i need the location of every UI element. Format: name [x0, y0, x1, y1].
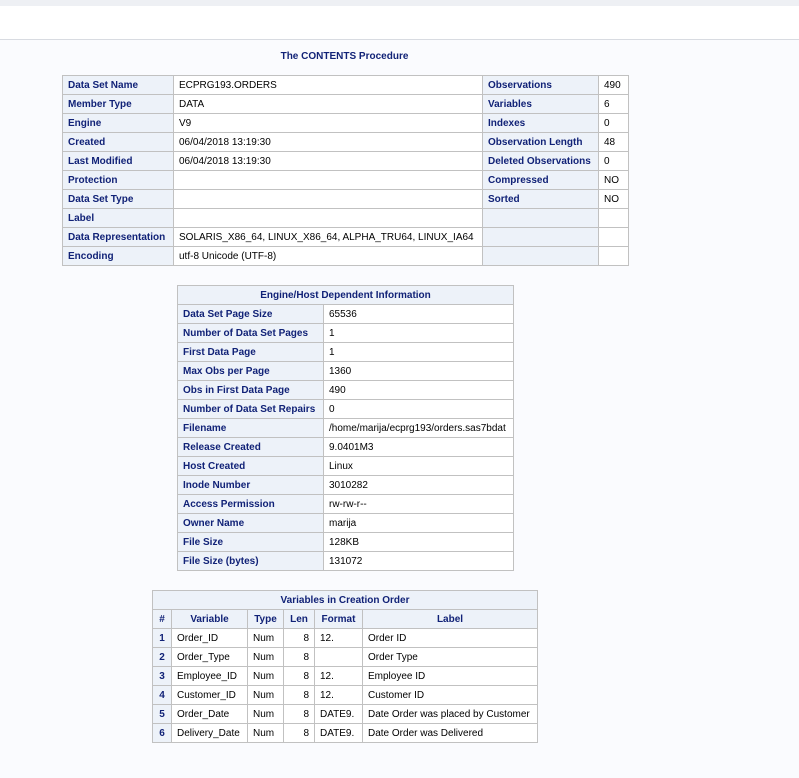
- engine-label: File Size (bytes): [178, 552, 324, 571]
- attribute-row: [63, 228, 629, 247]
- procedure-title: The CONTENTS Procedure: [280, 51, 409, 62]
- attribute-value: 0: [599, 114, 629, 133]
- attribute-label: [483, 228, 599, 247]
- variables-caption: Variables in Creation Order: [153, 591, 538, 610]
- engine-value: 0: [324, 400, 514, 419]
- variable-length: 8: [284, 667, 315, 686]
- engine-row: [178, 324, 514, 343]
- engine-value: rw-rw-r--: [324, 495, 514, 514]
- attribute-row: [63, 152, 629, 171]
- attribute-value: 6: [599, 95, 629, 114]
- engine-label: Inode Number: [178, 476, 324, 495]
- engine-value: 1360: [324, 362, 514, 381]
- attribute-label: [483, 247, 599, 266]
- attribute-value: [599, 209, 629, 228]
- engine-value: 131072: [324, 552, 514, 571]
- attribute-value: SOLARIS_X86_64, LINUX_X86_64, ALPHA_TRU64, LINUX_IA64: [174, 228, 483, 247]
- variable-label: Order Type: [363, 648, 538, 667]
- attribute-value: DATA: [174, 95, 483, 114]
- engine-value: 3010282: [324, 476, 514, 495]
- attribute-label: Protection: [63, 171, 174, 190]
- variable-name: Employee_ID: [172, 667, 248, 686]
- engine-label: Data Set Page Size: [178, 305, 324, 324]
- engine-label: Number of Data Set Repairs: [178, 400, 324, 419]
- variable-number: 1: [153, 629, 172, 648]
- attribute-label: Last Modified: [63, 152, 174, 171]
- variable-row: [153, 724, 538, 743]
- variable-label: Date Order was placed by Customer: [363, 705, 538, 724]
- engine-row: [178, 438, 514, 457]
- variable-number: 5: [153, 705, 172, 724]
- engine-label: Filename: [178, 419, 324, 438]
- variable-name: Delivery_Date: [172, 724, 248, 743]
- engine-row: [178, 381, 514, 400]
- engine-row: [178, 362, 514, 381]
- attribute-label: Variables: [483, 95, 599, 114]
- variable-type: Num: [248, 629, 284, 648]
- engine-value: 1: [324, 343, 514, 362]
- attribute-row: [63, 95, 629, 114]
- engine-row: [178, 419, 514, 438]
- attribute-row: [63, 209, 629, 228]
- engine-row: [178, 476, 514, 495]
- column-header: Label: [363, 610, 538, 629]
- column-header: Format: [315, 610, 363, 629]
- variable-number: 6: [153, 724, 172, 743]
- variable-format: [315, 648, 363, 667]
- attribute-label: [483, 209, 599, 228]
- variable-length: 8: [284, 724, 315, 743]
- variable-type: Num: [248, 724, 284, 743]
- engine-row: [178, 533, 514, 552]
- attribute-value: NO: [599, 171, 629, 190]
- attribute-value: [599, 247, 629, 266]
- attribute-label: Encoding: [63, 247, 174, 266]
- engine-value: 65536: [324, 305, 514, 324]
- variable-length: 8: [284, 648, 315, 667]
- engine-row: [178, 305, 514, 324]
- variable-format: 12.: [315, 667, 363, 686]
- attribute-value: ECPRG193.ORDERS: [174, 76, 483, 95]
- variable-name: Order_Date: [172, 705, 248, 724]
- engine-value: Linux: [324, 457, 514, 476]
- attribute-label: Deleted Observations: [483, 152, 599, 171]
- engine-host-table: [177, 285, 514, 571]
- engine-row: [178, 495, 514, 514]
- variable-number: 4: [153, 686, 172, 705]
- attribute-label: Data Set Type: [63, 190, 174, 209]
- attribute-label: Data Representation: [63, 228, 174, 247]
- engine-row: [178, 552, 514, 571]
- engine-value: /home/marija/ecprg193/orders.sas7bdat: [324, 419, 514, 438]
- attribute-label: Created: [63, 133, 174, 152]
- variable-label: Customer ID: [363, 686, 538, 705]
- attribute-value: 0: [599, 152, 629, 171]
- attribute-row: [63, 171, 629, 190]
- engine-label: Host Created: [178, 457, 324, 476]
- attribute-label: Compressed: [483, 171, 599, 190]
- variable-row: [153, 686, 538, 705]
- attribute-value: [599, 228, 629, 247]
- engine-label: Number of Data Set Pages: [178, 324, 324, 343]
- attribute-value: [174, 209, 483, 228]
- variable-label: Date Order was Delivered: [363, 724, 538, 743]
- column-header: Len: [284, 610, 315, 629]
- attribute-label: Sorted: [483, 190, 599, 209]
- variable-row: [153, 667, 538, 686]
- variable-length: 8: [284, 686, 315, 705]
- engine-value: 9.0401M3: [324, 438, 514, 457]
- attribute-row: [63, 114, 629, 133]
- attribute-row: [63, 76, 629, 95]
- column-header: Variable: [172, 610, 248, 629]
- attribute-label: Member Type: [63, 95, 174, 114]
- engine-value: marija: [324, 514, 514, 533]
- variable-type: Num: [248, 686, 284, 705]
- attribute-value: NO: [599, 190, 629, 209]
- engine-label: Owner Name: [178, 514, 324, 533]
- engine-value: 1: [324, 324, 514, 343]
- variable-number: 2: [153, 648, 172, 667]
- variable-type: Num: [248, 648, 284, 667]
- variable-length: 8: [284, 629, 315, 648]
- attribute-value: 490: [599, 76, 629, 95]
- variable-format: DATE9.: [315, 705, 363, 724]
- engine-value: 128KB: [324, 533, 514, 552]
- attribute-label: Indexes: [483, 114, 599, 133]
- engine-row: [178, 457, 514, 476]
- engine-label: Release Created: [178, 438, 324, 457]
- attribute-label: Observation Length: [483, 133, 599, 152]
- variable-format: 12.: [315, 629, 363, 648]
- variables-table: [152, 590, 538, 743]
- attribute-value: V9: [174, 114, 483, 133]
- attribute-value: 06/04/2018 13:19:30: [174, 152, 483, 171]
- attribute-label: Observations: [483, 76, 599, 95]
- attribute-value: 48: [599, 133, 629, 152]
- attribute-value: 06/04/2018 13:19:30: [174, 133, 483, 152]
- variable-label: Employee ID: [363, 667, 538, 686]
- engine-host-caption: Engine/Host Dependent Information: [178, 286, 514, 305]
- engine-row: [178, 514, 514, 533]
- variable-row: [153, 648, 538, 667]
- attribute-row: [63, 190, 629, 209]
- attributes-table: [62, 75, 629, 266]
- variable-row: [153, 629, 538, 648]
- attribute-value: utf-8 Unicode (UTF-8): [174, 247, 483, 266]
- engine-label: File Size: [178, 533, 324, 552]
- variable-name: Order_ID: [172, 629, 248, 648]
- engine-label: Max Obs per Page: [178, 362, 324, 381]
- variable-format: DATE9.: [315, 724, 363, 743]
- variable-row: [153, 705, 538, 724]
- engine-label: First Data Page: [178, 343, 324, 362]
- attribute-row: [63, 247, 629, 266]
- toolbar-area: [0, 6, 799, 40]
- engine-row: [178, 343, 514, 362]
- variable-type: Num: [248, 667, 284, 686]
- column-header: Type: [248, 610, 284, 629]
- variable-label: Order ID: [363, 629, 538, 648]
- variable-name: Order_Type: [172, 648, 248, 667]
- variable-type: Num: [248, 705, 284, 724]
- attribute-row: [63, 133, 629, 152]
- variable-number: 3: [153, 667, 172, 686]
- engine-row: [178, 400, 514, 419]
- attribute-value: [174, 171, 483, 190]
- engine-label: Access Permission: [178, 495, 324, 514]
- attribute-label: Data Set Name: [63, 76, 174, 95]
- engine-value: 490: [324, 381, 514, 400]
- variable-name: Customer_ID: [172, 686, 248, 705]
- variable-format: 12.: [315, 686, 363, 705]
- attribute-label: Label: [63, 209, 174, 228]
- attribute-label: Engine: [63, 114, 174, 133]
- engine-label: Obs in First Data Page: [178, 381, 324, 400]
- variable-length: 8: [284, 705, 315, 724]
- column-header: #: [153, 610, 172, 629]
- attribute-value: [174, 190, 483, 209]
